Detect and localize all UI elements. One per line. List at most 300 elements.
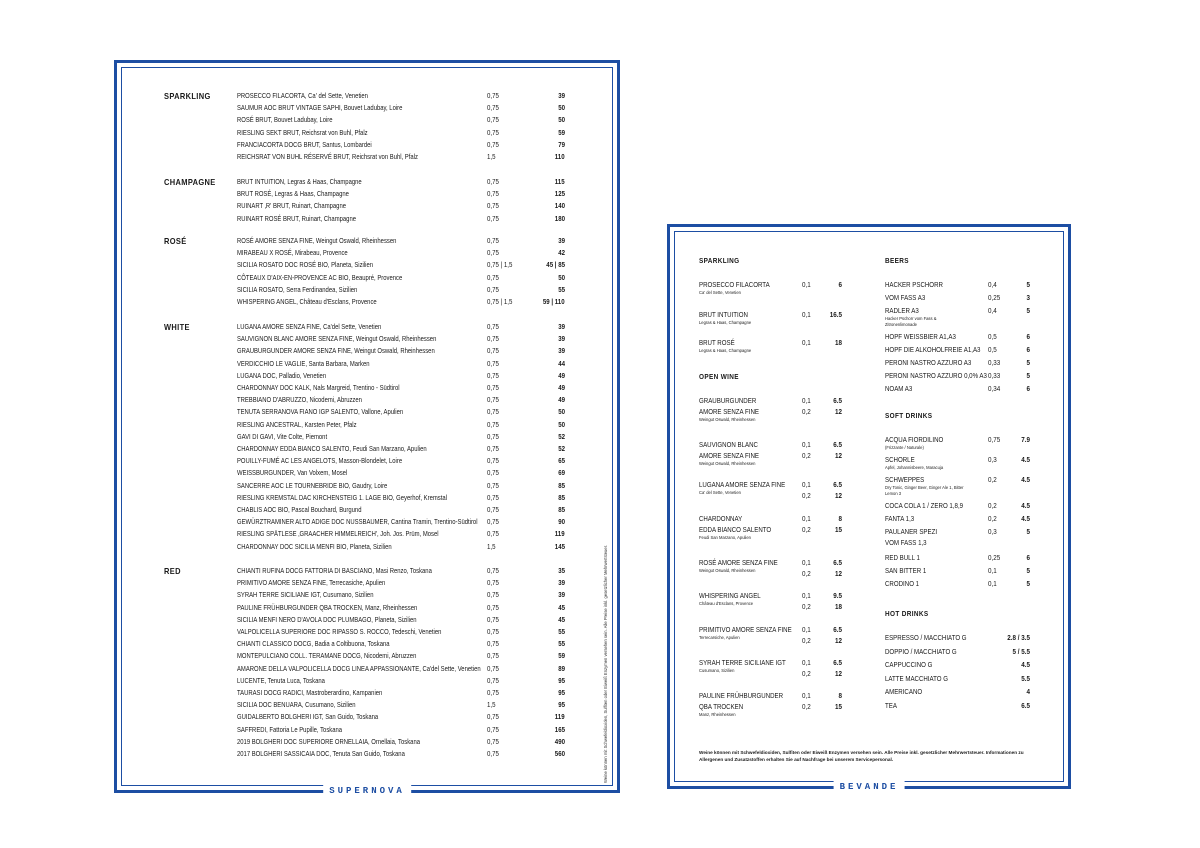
- wine-volume: 0,75: [487, 724, 499, 734]
- drink-price: 5: [1026, 371, 1030, 380]
- drink-price: 5: [1026, 306, 1030, 315]
- wine-name: RUINART ROSÉ BRUT, Ruinart, Champagne: [237, 213, 357, 223]
- drink-name: CHARDONNAY: [699, 514, 743, 523]
- wine-row: [117, 272, 617, 284]
- drink-volume: 0,1: [802, 310, 811, 319]
- drink-name: DOPPIO / MACCHIATO G: [885, 646, 957, 656]
- wine-price: 65: [558, 456, 565, 466]
- wine-name: VERDICCHIO LE VAGLIE, Santa Barbara, Marken: [237, 358, 370, 368]
- drink-subtitle: Ca' del Sette, Venetien: [699, 490, 741, 495]
- wine-section-title: WHITE: [164, 322, 190, 332]
- drink-volume: 0,34: [988, 384, 1001, 393]
- drink-name: PRIMITIVO AMORE SENZA FINE: [699, 625, 792, 634]
- wine-name: RIESLING KREMSTAL DAC KIRCHENSTEIG 1. LAGE BIO, Geyerhof, Kremstal: [237, 492, 447, 502]
- drink-price: 5: [1026, 566, 1030, 575]
- wine-row: [117, 200, 617, 212]
- wine-volume: 0,75: [487, 370, 499, 380]
- wine-price: 140: [554, 201, 565, 211]
- wine-price: 85: [558, 480, 565, 490]
- wine-price: 125: [554, 189, 565, 199]
- wine-row: [117, 577, 617, 589]
- drink-name: EDDA BIANCO SALENTO: [699, 525, 772, 534]
- wine-list-page: [114, 60, 620, 796]
- wine-volume: 0,75: [487, 505, 499, 514]
- wine-volume: 0,75: [487, 127, 499, 137]
- drink-price: 8: [838, 691, 842, 700]
- wine-row: [117, 467, 617, 479]
- drink-subtitle: Château d'Esclans, Provence: [699, 601, 754, 606]
- wine-row: [117, 321, 617, 333]
- drink-name: RED BULL 1: [885, 553, 920, 562]
- wine-volume: 0,75: [487, 712, 499, 722]
- drink-name: SAUVIGNON BLANC: [699, 440, 758, 449]
- wine-price: 35: [558, 566, 565, 575]
- wine-row: [117, 284, 617, 296]
- drink-price: 3: [1026, 293, 1030, 302]
- wine-price: 50: [558, 115, 565, 125]
- wine-name: RIESLING SPÄTLESE ‚GRAACHER HIMMELREICH', Joh. Jos. Prüm, Mosel: [237, 529, 439, 539]
- wine-row: [117, 127, 617, 139]
- drink-price: 6.5: [833, 658, 842, 667]
- wine-row: [117, 345, 617, 357]
- wine-row: [117, 541, 617, 553]
- wine-row: [117, 711, 617, 723]
- wine-name: LUGANA DOC, Palladio, Venetien: [237, 370, 327, 380]
- wine-name: REICHSRAT VON BUHL RÉSERVÉ BRUT, Reichsrat von Buhl, Pfalz: [237, 152, 418, 161]
- drink-price: 16.5: [829, 310, 842, 319]
- wine-price: 85: [558, 505, 565, 514]
- drink-price: 18: [835, 602, 842, 611]
- drink-price: 5: [1026, 579, 1030, 588]
- wine-name: TAURASI DOCG RADICI, Mastroberardino, Kampanien: [237, 688, 383, 697]
- drink-subtitle: (Frizzante / Naturale): [885, 445, 924, 450]
- wine-volume: 0,75: [487, 688, 499, 697]
- drink-price: 5: [1026, 358, 1030, 367]
- drink-name: PERONI NASTRO AZZURO 0,0% A3: [885, 371, 987, 380]
- drink-subtitle: Weingut Oswald, Rheinhessen: [699, 461, 756, 466]
- wine-price: 50: [558, 103, 565, 113]
- drink-price: 6.5: [833, 396, 842, 405]
- drink-name: AMERICANO: [885, 687, 923, 696]
- wine-row: [117, 151, 617, 163]
- drink-subtitle: Legras & Haas, Champagne: [699, 348, 752, 353]
- drink-volume: 0,33: [988, 358, 1001, 367]
- wine-name: BRUT ROSÉ, Legras & Haas, Champagne: [237, 189, 349, 199]
- wine-row: [117, 638, 617, 650]
- drink-volume: 0,25: [988, 293, 1001, 302]
- wine-name: FRANCIACORTA DOCG BRUT, Santus, Lombardei: [237, 139, 372, 149]
- wine-row: [117, 235, 617, 247]
- drinks-page: [667, 224, 1071, 792]
- wine-price: 490: [554, 736, 565, 746]
- wine-volume: 0,75: [487, 189, 499, 199]
- wine-name: LUCENTE, Tenuta Luca, Toskana: [237, 675, 325, 685]
- wine-name: RIESLING ANCESTRAL, Karsten Peter, Pfalz: [237, 419, 357, 429]
- drink-name: HACKER PSCHORR: [885, 280, 943, 289]
- wine-name: PROSECCO FILACORTA, Ca' del Sette, Venetien: [237, 91, 368, 100]
- wine-volume: 0,75: [487, 639, 499, 649]
- drink-volume: 0,1: [802, 480, 811, 489]
- drink-volume: 0,1: [802, 280, 811, 289]
- drink-subtitle: Cusumano, Sizilien: [699, 668, 735, 673]
- wine-price: 52: [558, 431, 565, 441]
- wine-volume: 0,75: [487, 115, 499, 125]
- drink-name: QBA TROCKEN: [699, 702, 744, 711]
- wine-name: CÔTEAUX D'AIX-EN-PROVENCE AC BIO, Beaupré, Provence: [237, 272, 403, 282]
- wine-row: [117, 333, 617, 345]
- wine-name: SANCERRE AOC LE TOURNEBRIDE BIO, Gaudry, Loire: [237, 480, 388, 490]
- wine-price: 50: [558, 272, 565, 282]
- wine-row: [117, 114, 617, 126]
- wine-price: 95: [558, 700, 565, 710]
- drink-price: 7.9: [1021, 435, 1030, 444]
- drink-name: BRUT INTUITION: [699, 310, 748, 319]
- wine-price: 50: [558, 407, 565, 417]
- wine-price: 39: [558, 590, 565, 600]
- wine-row: [117, 139, 617, 151]
- drink-name: PAULANER SPEZI: [885, 527, 938, 536]
- wine-name: VALPOLICELLA SUPERIORE DOC RIPASSO S. ROCCO, Tedeschi, Venetien: [237, 627, 442, 636]
- drink-name: LATTE MACCHIATO G: [885, 673, 949, 683]
- wine-row: [117, 259, 617, 271]
- drink-volume: 0,33: [988, 371, 1001, 380]
- drink-price: 6: [1026, 332, 1030, 341]
- wine-vertical-note: Weine können mit Schwefeldioxiden, Sulfiten oder Eiweiß Enzymen versehen sein. Alle Preise inkl. gesetzlicher Mehrwertsteuer.: [603, 544, 608, 783]
- wine-name: SICILIA DOC BENUARA, Cusumano, Sizilien: [237, 700, 356, 710]
- wine-row: [117, 296, 617, 308]
- drink-price: 8: [838, 514, 842, 523]
- drink-name: AMORE SENZA FINE: [699, 407, 759, 416]
- wine-volume: 0,75: [487, 627, 499, 636]
- wine-volume: 0,75: [487, 322, 499, 331]
- drink-volume: 0,3: [988, 455, 997, 464]
- wine-volume: 0,75: [487, 284, 499, 294]
- drink-volume: 0,4: [988, 306, 997, 315]
- wine-name: SAUVIGNON BLANC AMORE SENZA FINE, Weingut Oswald, Rheinhessen: [237, 334, 437, 344]
- wine-price: 45 | 85: [546, 260, 565, 270]
- wine-volume: 0,75: [487, 236, 499, 245]
- wine-price: 45: [558, 614, 565, 624]
- wine-price: 115: [555, 177, 565, 186]
- wine-row: [117, 394, 617, 406]
- drink-volume: 0,1: [802, 625, 811, 634]
- wine-price: 560: [554, 749, 565, 758]
- wine-row: [117, 382, 617, 394]
- wine-row: [117, 419, 617, 431]
- drink-subtitle: Apfel, Johannisbeere, Maracuja: [885, 465, 944, 470]
- drink-price: 12: [835, 407, 842, 416]
- wine-name: RIESLING SEKT BRUT, Reichsrat von Buhl, Pfalz: [237, 127, 368, 137]
- wine-row: [117, 748, 617, 760]
- drink-volume: 0,4: [988, 280, 997, 289]
- wine-row: [117, 213, 617, 225]
- drink-volume: 0,1: [802, 338, 811, 347]
- drink-name: PAULINE FRÜHBURGUNDER: [699, 691, 784, 700]
- wine-price: 119: [555, 529, 565, 539]
- drink-volume: 0,2: [802, 669, 811, 678]
- wine-name: WHISPERING ANGEL, Château d'Esclans, Provence: [237, 297, 377, 306]
- drink-volume: 0,2: [802, 451, 811, 460]
- wine-price: 59 | 110: [543, 297, 565, 306]
- wine-row: [117, 699, 617, 711]
- drinks-footer-title: BEVANDE: [834, 781, 905, 793]
- wine-name: CHARDONNAY DOC SICILIA MENFI BIO, Planeta, Sizilien: [237, 541, 392, 551]
- drink-volume: 0,75: [988, 435, 1001, 444]
- drink-volume: 0,3: [988, 527, 997, 536]
- drink-subtitle: Manz, Rheinhessen: [699, 712, 736, 717]
- wine-price: 39: [558, 236, 565, 245]
- wine-volume: 0,75: [487, 517, 499, 527]
- wine-row: [117, 724, 617, 736]
- drink-subtitle: Terrecarsiche, Apulien: [699, 635, 740, 640]
- wine-row: [117, 614, 617, 626]
- wine-volume: 0,75: [487, 736, 499, 746]
- drink-volume: 0,2: [802, 636, 811, 645]
- wine-name: WEISSBURGUNDER, Van Volxem, Mosel: [237, 468, 348, 478]
- drink-volume: 0,1: [802, 691, 811, 700]
- drink-name: ESPRESSO / MACCHIATO G: [885, 633, 967, 642]
- drink-name: COCA COLA 1 / ZERO 1,8,9: [885, 501, 964, 510]
- wine-volume: 0,75: [487, 492, 499, 502]
- wine-volume: 1,5: [487, 152, 496, 161]
- wine-list-footer-title: SUPERNOVA: [323, 785, 411, 797]
- wine-price: 90: [558, 517, 565, 527]
- drink-subtitle: Weingut Oswald, Rheinhessen: [699, 568, 756, 573]
- wine-volume: 0,75: [487, 431, 499, 441]
- drink-price: 9.5: [833, 591, 842, 600]
- drink-price: 12: [835, 669, 842, 678]
- wine-volume: 0,75: [487, 383, 499, 392]
- wine-name: 2017 BOLGHERI SASSICAIA DOC, Tenuta San Guido, Toskana: [237, 749, 405, 758]
- wine-name: AMARONE DELLA VALPOLICELLA DOCG LINEA APPASSIONANTE, Ca'del Sette, Venetien: [237, 663, 481, 673]
- wine-volume: 0,75 | 1,5: [487, 297, 513, 306]
- drink-volume: 0,25: [988, 553, 1001, 562]
- wine-row: [117, 443, 617, 455]
- wine-price: 39: [558, 322, 565, 331]
- wine-volume: 1,5: [487, 700, 496, 710]
- drink-name: RADLER A3: [885, 306, 919, 315]
- wine-row: [117, 176, 617, 188]
- wine-name: TENUTA SERRANOVA FIANO IGP SALENTO, Vallone, Apulien: [237, 407, 404, 417]
- wine-price: 49: [558, 395, 565, 405]
- wine-volume: 0,75: [487, 614, 499, 624]
- drink-price: 6: [1026, 553, 1030, 562]
- drink-name: VOM FASS 1,3: [885, 538, 927, 547]
- drink-subtitle: Weingut Oswald, Rheinhessen: [699, 417, 756, 422]
- wine-name: SYRAH TERRE SICILIANE IGT, Cusumano, Sizilien: [237, 590, 374, 600]
- wine-row: [117, 188, 617, 200]
- wine-row: [117, 455, 617, 467]
- wine-name: GEWÜRZTRAMINER ALTO ADIGE DOC NUSSBAUMER, Cantina Tramin, Trentino-Südtirol: [237, 517, 478, 527]
- wine-volume: 0,75 | 1,5: [487, 260, 513, 270]
- drink-name: SCHORLE: [885, 455, 915, 464]
- drink-subtitle: Ca' del Sette, Venetien: [699, 290, 741, 295]
- wine-price: 50: [558, 419, 565, 429]
- drink-name: AMORE SENZA FINE: [699, 451, 759, 460]
- wine-name: GAVI DI GAVI, Vite Colte, Piemont: [237, 431, 328, 441]
- drink-price: 4: [1026, 687, 1030, 696]
- wine-row: [117, 650, 617, 662]
- drink-subtitle: Hacker Pschorr vom Fass & Zitronenlimonade: [885, 316, 937, 327]
- drink-price: 6.5: [833, 625, 842, 634]
- drink-name: WHISPERING ANGEL: [699, 591, 761, 600]
- wine-price: 180: [554, 213, 565, 223]
- drink-name: FANTA 1,3: [885, 514, 915, 523]
- wine-row: [117, 90, 617, 102]
- drink-price: 12: [835, 491, 842, 500]
- drink-subtitle: Dry Tonic, Ginger Beer, Ginger Ale 1, Bitter Lemon 3: [885, 485, 964, 496]
- section-title-soft-drinks: SOFT DRINKS: [885, 411, 933, 420]
- wine-volume: 0,75: [487, 139, 499, 149]
- drink-volume: 0,5: [988, 345, 997, 354]
- drink-price: 15: [835, 525, 842, 534]
- drink-price: 6.5: [833, 480, 842, 489]
- wine-volume: 0,75: [487, 444, 499, 453]
- wine-name: PRIMITIVO AMORE SENZA FINE, Terrecasiche, Apulien: [237, 578, 386, 588]
- drink-name: BRUT ROSÉ: [699, 338, 735, 347]
- wine-price: 52: [558, 444, 565, 453]
- drink-name: SCHWEPPES: [885, 475, 925, 484]
- drink-volume: 0,1: [802, 558, 811, 567]
- wine-row: [117, 102, 617, 114]
- drink-price: 6: [838, 280, 842, 289]
- drink-volume: 0,2: [802, 525, 811, 534]
- wine-volume: 0,75: [487, 578, 499, 588]
- drink-volume: 0,2: [802, 491, 811, 500]
- drink-volume: 0,2: [988, 501, 997, 510]
- drink-name: SAN BITTER 1: [885, 566, 927, 575]
- wine-row: [117, 589, 617, 601]
- drink-price: 6: [1026, 345, 1030, 354]
- wine-price: 49: [558, 370, 565, 380]
- wine-section-title: ROSÉ: [164, 236, 187, 246]
- wine-name: MIRABEAU X ROSÉ, Mirabeau, Provence: [237, 248, 348, 258]
- wine-name: GRAUBURGUNDER AMORE SENZA FINE, Weingut Oswald, Rheinhessen: [237, 346, 435, 356]
- drink-name: HOPF WEISSBIER A1,A3: [885, 332, 956, 341]
- wine-volume: 0,75: [487, 480, 499, 490]
- wine-volume: 0,75: [487, 395, 499, 405]
- wine-row: [117, 406, 617, 418]
- wine-name: ROSÉ AMORE SENZA FINE, Weingut Oswald, Rheinhessen: [237, 236, 397, 245]
- drink-price: 18: [835, 338, 842, 347]
- wine-name: PAULINE FRÜHBURGUNDER QBA TROCKEN, Manz, Rheinhessen: [237, 602, 418, 612]
- drink-price: 6.5: [833, 440, 842, 449]
- wine-price: 39: [558, 578, 565, 588]
- drink-name: CAPPUCCINO G: [885, 660, 933, 669]
- wine-row: [117, 431, 617, 443]
- wine-price: 85: [558, 492, 565, 502]
- drink-volume: 0,1: [802, 591, 811, 600]
- drink-subtitle: Legras & Haas, Champagne: [699, 320, 752, 325]
- wine-volume: 0,75: [487, 529, 499, 539]
- wine-name: SAUMUR AOC BRUT VINTAGE SAPHI, Bouvet Ladubay, Loire: [237, 103, 403, 113]
- wine-volume: 0,75: [487, 675, 499, 685]
- drink-price: 4.5: [1021, 455, 1030, 464]
- wine-row: [117, 663, 617, 675]
- drink-volume: 0,1: [802, 658, 811, 667]
- drink-name: ROSÉ AMORE SENZA FINE: [699, 558, 778, 567]
- wine-name: POUILLY-FUMÉ AC LES ANGELOTS, Masson-Blondelet, Loire: [237, 456, 403, 466]
- drink-name: NOAM A3: [885, 384, 913, 393]
- wine-row: [117, 602, 617, 614]
- wine-name: SICILIA ROSATO DOC ROSÉ BIO, Planeta, Sizilien: [237, 260, 374, 270]
- drink-volume: 0,1: [988, 579, 997, 588]
- drink-volume: 0,2: [802, 602, 811, 611]
- wine-name: CHABLIS AOC BIO, Pascal Bouchard, Burgund: [237, 505, 362, 514]
- drink-volume: 0,5: [988, 332, 997, 341]
- wine-name: RUINART ‚R' BRUT, Ruinart, Champagne: [237, 201, 346, 211]
- section-title-hot-drinks: HOT DRINKS: [885, 609, 929, 618]
- wine-row: [117, 736, 617, 748]
- wine-volume: 0,75: [487, 201, 499, 211]
- wine-price: 119: [555, 712, 565, 722]
- drink-name: GRAUBURGUNDER: [699, 396, 757, 405]
- drink-price: 4.5: [1021, 660, 1030, 669]
- drink-price: 5: [1026, 280, 1030, 289]
- drink-price: 15: [835, 702, 842, 711]
- drink-name: TEA: [885, 700, 897, 710]
- wine-name: TREBBIANO D'ABRUZZO, Nicodemi, Abruzzen: [237, 395, 362, 405]
- wine-row: [117, 675, 617, 687]
- wine-price: 95: [558, 688, 565, 697]
- drink-volume: 0,1: [802, 396, 811, 405]
- wine-volume: 0,75: [487, 407, 499, 417]
- drink-volume: 0,2: [802, 407, 811, 416]
- wine-row: [117, 565, 617, 577]
- wine-volume: 0,75: [487, 248, 499, 258]
- wine-price: 145: [554, 541, 565, 551]
- wine-price: 79: [558, 139, 565, 149]
- wine-row: [117, 626, 617, 638]
- drink-name: ACQUA FIORDILINO: [885, 435, 944, 444]
- wine-volume: 0,75: [487, 177, 499, 186]
- wine-volume: 0,75: [487, 419, 499, 429]
- wine-price: 69: [558, 468, 565, 478]
- drink-price: 5 / 5.5: [1012, 646, 1030, 656]
- wine-volume: 0,75: [487, 103, 499, 113]
- wine-price: 39: [558, 346, 565, 356]
- wine-price: 95: [558, 675, 565, 685]
- drink-price: 6.5: [1021, 700, 1030, 710]
- wine-name: CHIANTI CLASSICO DOCG, Badia a Coltibuona, Toskana: [237, 639, 390, 649]
- wine-volume: 0,75: [487, 566, 499, 575]
- drink-price: 5.5: [1021, 673, 1030, 683]
- wine-name: GUIDALBERTO BOLGHERI IGT, San Guido, Toskana: [237, 712, 379, 722]
- drink-price: 4.5: [1021, 475, 1030, 484]
- drink-volume: 0,1: [988, 566, 997, 575]
- section-title-sparkling: SPARKLING: [699, 256, 740, 265]
- wine-volume: 0,75: [487, 358, 499, 368]
- wine-name: LUGANA AMORE SENZA FINE, Ca'del Sette, Venetien: [237, 322, 382, 331]
- drink-price: 12: [835, 569, 842, 578]
- drink-name: PROSECCO FILACORTA: [699, 280, 770, 289]
- wine-volume: 0,75: [487, 91, 499, 100]
- wine-price: 55: [558, 284, 565, 294]
- drink-price: 12: [835, 451, 842, 460]
- wine-row: [117, 516, 617, 528]
- wine-price: 89: [558, 663, 565, 673]
- wine-row: [117, 480, 617, 492]
- wine-volume: 0,75: [487, 602, 499, 612]
- wine-name: ROSÉ BRUT, Bouvet Ladubay, Loire: [237, 115, 333, 125]
- wine-price: 55: [558, 639, 565, 649]
- drink-name: PERONI NASTRO AZZURO A3: [885, 358, 972, 367]
- wine-volume: 0,75: [487, 213, 499, 223]
- wine-name: BRUT INTUITION, Legras & Haas, Champagne: [237, 177, 362, 186]
- wine-row: [117, 492, 617, 504]
- wine-name: CHIANTI RUFINA DOCG FATTORIA DI BASCIANO, Masi Renzo, Toskana: [237, 566, 432, 575]
- wine-volume: 1,5: [487, 541, 496, 551]
